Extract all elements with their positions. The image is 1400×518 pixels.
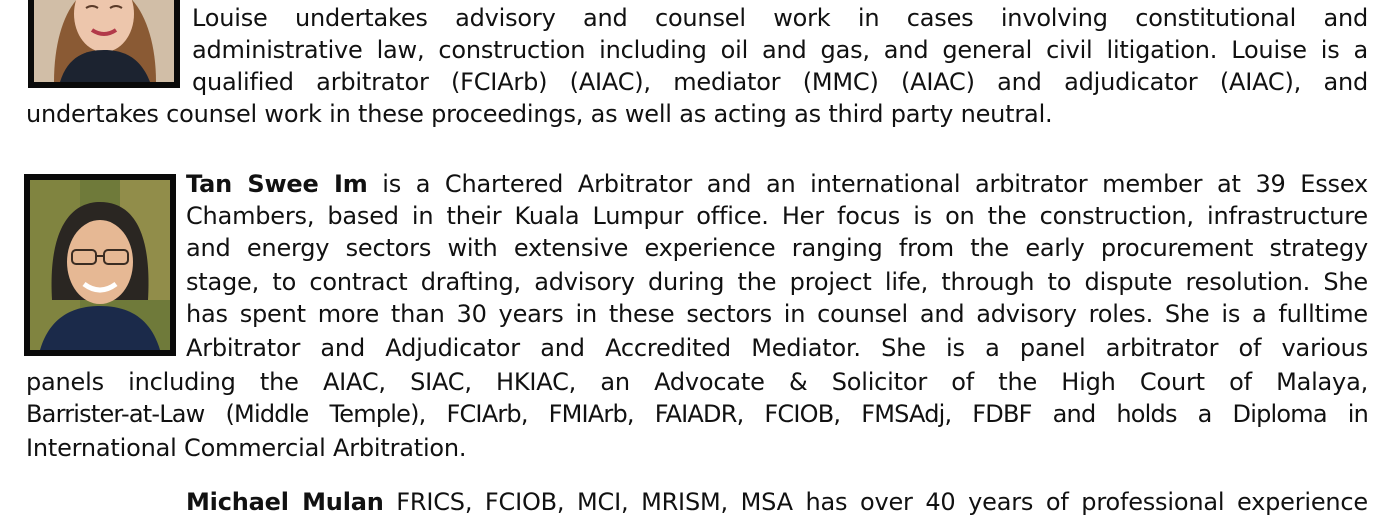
profile-photo-louise bbox=[28, 0, 180, 88]
bio-line: panels including the AIAC, SIAC, HKIAC, an Advocate & Solicitor of the High Court of Malaya, bbox=[26, 368, 1368, 396]
bio-line: Arbitrator and Adjudicator and Accredited Mediator. She is a panel arbitrator of various bbox=[186, 334, 1368, 362]
bio-line: has spent more than 30 years in these sectors in counsel and advisory roles. She is a fulltime bbox=[186, 300, 1368, 328]
bio-line: qualified arbitrator (FCIArb) (AIAC), mediator (MMC) (AIAC) and adjudicator (AIAC), and bbox=[192, 68, 1368, 96]
bio-line: International Commercial Arbitration. bbox=[26, 434, 467, 462]
profile-name: Michael Mulan bbox=[186, 488, 384, 516]
bio-line: Chambers, based in their Kuala Lumpur office. Her focus is on the construction, infrastructure bbox=[186, 202, 1368, 230]
bio-line: Louise undertakes advisory and counsel work in cases involving constitutional and bbox=[192, 4, 1368, 32]
profile-photo-tan-swee-im bbox=[24, 174, 176, 356]
profile-name: Tan Swee Im bbox=[186, 170, 368, 198]
bio-line: and energy sectors with extensive experience ranging from the early procurement strategy bbox=[186, 234, 1368, 262]
bio-line: Barrister-at-Law (Middle Temple), FCIArb, FMIArb, FAIADR, FCIOB, FMSAdj, FDBF and holds a Diploma in bbox=[26, 400, 1368, 428]
portrait-photo-icon bbox=[34, 0, 174, 82]
bio-line: stage, to contract drafting, advisory during the project life, through to dispute resolution. She bbox=[186, 268, 1368, 296]
bio-line: undertakes counsel work in these proceedings, as well as acting as third party neutral. bbox=[26, 100, 1053, 128]
bio-line-rest: is a Chartered Arbitrator and an international arbitrator member at 39 Essex bbox=[367, 170, 1368, 198]
bio-line bbox=[186, 168, 1368, 200]
bio-line: administrative law, construction including oil and gas, and general civil litigation. Louise is a bbox=[192, 36, 1368, 64]
bio-line-rest: FRICS, FCIOB, MCI, MRISM, MSA has over 40 years of professional experience bbox=[383, 488, 1368, 516]
portrait-photo-icon bbox=[30, 180, 170, 350]
bio-line bbox=[186, 486, 1368, 518]
